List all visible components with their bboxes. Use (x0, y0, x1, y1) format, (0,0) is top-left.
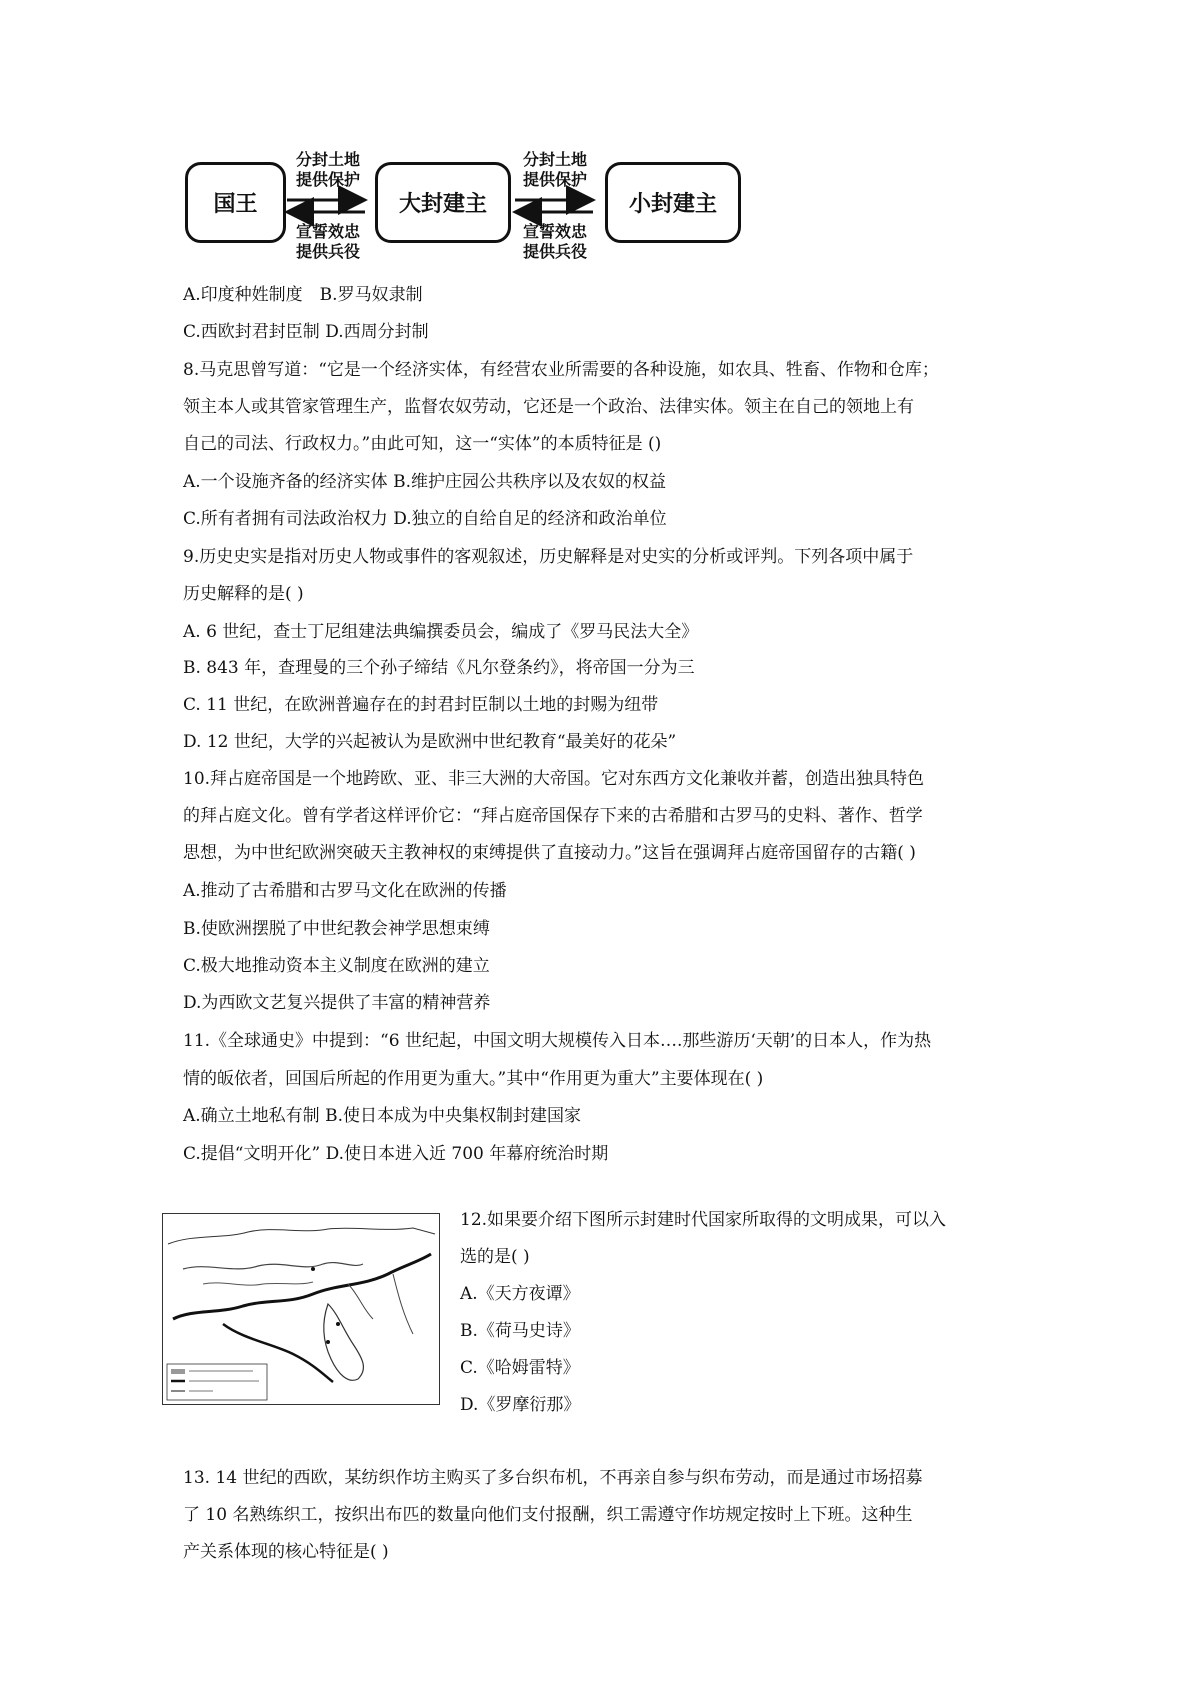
q12-option-c: C.《哈姆雷特》 (460, 1358, 580, 1378)
q8-option-ab: A.一个设施齐备的经济实体 B.维护庄园公共秩序以及农奴的权益 (183, 472, 666, 492)
q8-line-2: 领主本人或其管家管理生产，监督农奴劳动，它还是一个政治、法律实体。领主在自己的领地上有 (183, 397, 914, 417)
q9-option-c: C. 11 世纪，在欧洲普遍存在的封君封臣制以土地的封赐为纽带 (183, 695, 659, 715)
q12-option-a: A.《天方夜谭》 (460, 1284, 580, 1304)
arab-empire-map (162, 1213, 440, 1405)
q7-option-ab: A.印度种姓制度 B.罗马奴隶制 (183, 285, 423, 305)
q13-line-2: 了 10 名熟练织工，按织出布匹的数量向他们支付报酬，织工需遵守作坊规定按时上下班。这种生 (183, 1505, 913, 1525)
q9-option-b: B. 843 年，查理曼的三个孙子缔结《凡尔登条约》，将帝国一分为三 (183, 658, 695, 678)
q11-line-1: 11.《全球通史》中提到：“6 世纪起，中国文明大规模传入日本….那些游历‘天朝’的日本人，作为热 (183, 1031, 932, 1051)
q9-line-1: 9.历史史实是指对历史人物或事件的客观叙述，历史解释是对史实的分析或评判。下列各项中属于 (183, 547, 914, 567)
q9-option-d: D. 12 世纪，大学的兴起被认为是欧洲中世纪教育“最美好的花朵” (183, 732, 677, 752)
q8-option-cd: C.所有者拥有司法政治权力 D.独立的自给自足的经济和政治单位 (183, 509, 667, 529)
label-oath-1: 宣誓效忠 提供兵役 (295, 222, 360, 261)
q10-option-a: A.推动了古希腊和古罗马文化在欧洲的传播 (183, 881, 507, 901)
box-king: 国王 (185, 162, 286, 243)
label-grant-land-2: 分封土地 提供保护 (522, 150, 587, 189)
box-big-lord: 大封建主 (375, 162, 511, 243)
label-grant-land-1: 分封土地 提供保护 (295, 150, 360, 189)
q12-line-2: 选的是( ) (460, 1247, 530, 1267)
q13-line-1: 13. 14 世纪的西欧，某纺织作坊主购买了多台织布机，不再亲自参与织布劳动，而是通过市场招募 (183, 1468, 923, 1488)
q8-line-3: 自己的司法、行政权力。”由此可知，这一“实体”的本质特征是 () (183, 434, 662, 454)
q12-line-1: 12.如果要介绍下图所示封建时代国家所取得的文明成果，可以入 (460, 1210, 947, 1230)
q10-line-2: 的拜占庭文化。曾有学者这样评价它：“拜占庭帝国保存下来的古希腊和古罗马的史料、著作、哲学 (183, 806, 923, 826)
q10-line-3: 思想，为中世纪欧洲突破天主教神权的束缚提供了直接动力。”这旨在强调拜占庭帝国留存的古籍( ) (183, 843, 916, 863)
q10-option-b: B.使欧洲摆脱了中世纪教会神学思想束缚 (183, 919, 490, 939)
label-oath-2: 宣誓效忠 提供兵役 (522, 222, 587, 261)
box-small-lord: 小封建主 (605, 162, 741, 243)
q10-option-d: D.为西欧文艺复兴提供了丰富的精神营养 (183, 993, 491, 1013)
q7-option-cd: C.西欧封君封臣制 D.西周分封制 (183, 322, 429, 342)
q13-line-3: 产关系体现的核心特征是( ) (183, 1542, 389, 1562)
map-drawing (163, 1214, 439, 1404)
q8-line-1: 8.马克思曾写道：“它是一个经济实体，有经营农业所需要的各种设施，如农具、牲畜、作物和仓库； (183, 360, 939, 380)
q10-line-1: 10.拜占庭帝国是一个地跨欧、亚、非三大洲的大帝国。它对东西方文化兼收并蓄，创造出独具特色 (183, 769, 925, 789)
q11-line-2: 情的皈依者，回国后所起的作用更为重大。”其中“作用更为重大”主要体现在( ) (183, 1069, 764, 1089)
q11-option-ab: A.确立土地私有制 B.使日本成为中央集权制封建国家 (183, 1106, 581, 1126)
q12-option-d: D.《罗摩衍那》 (460, 1395, 581, 1415)
q11-option-cd: C.提倡“文明开化” D.使日本进入近 700 年幕府统治时期 (183, 1144, 609, 1164)
q12-option-b: B.《荷马史诗》 (460, 1321, 580, 1341)
feudal-hierarchy-diagram (185, 150, 745, 270)
q9-line-2: 历史解释的是( ) (183, 584, 304, 604)
q10-option-c: C.极大地推动资本主义制度在欧洲的建立 (183, 956, 490, 976)
q9-option-a: A. 6 世纪，查士丁尼组建法典编撰委员会，编成了《罗马民法大全》 (183, 622, 699, 642)
